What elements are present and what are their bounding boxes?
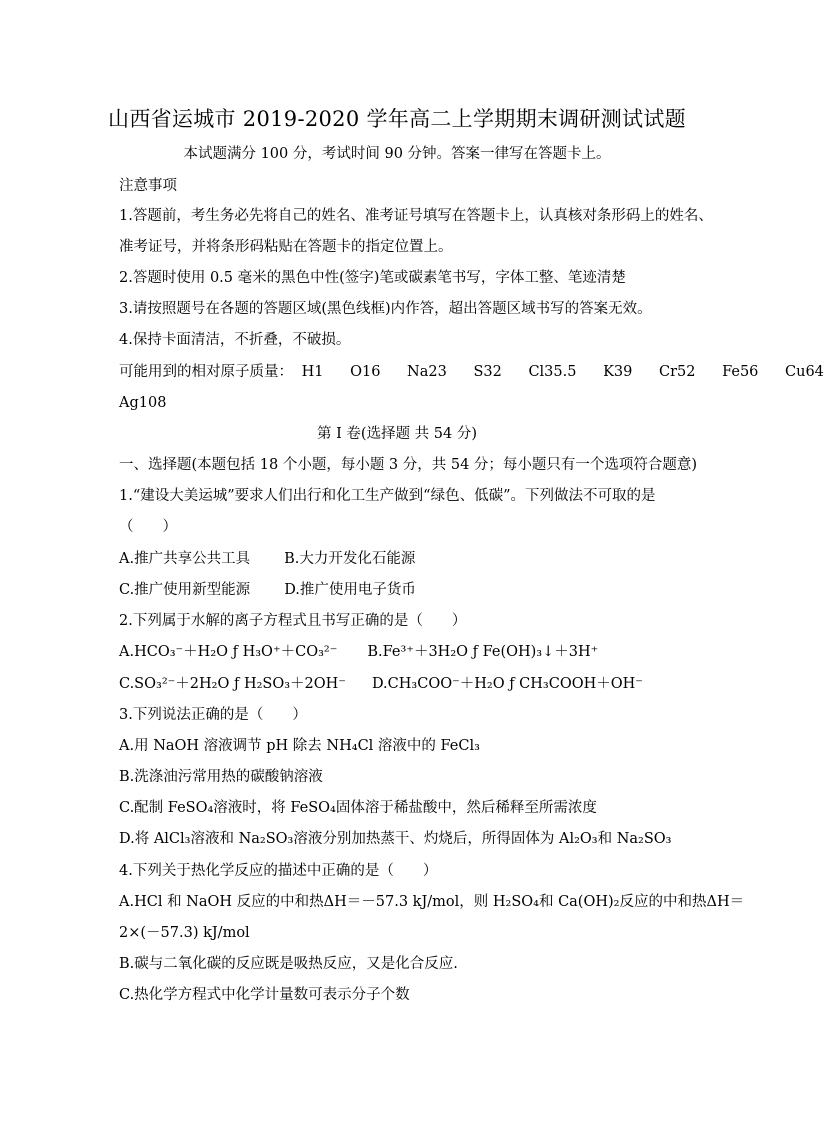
q3-option-b: B.洗涤油污常用热的碳酸钠溶液 [119,769,323,785]
q2-option-a: A.HCO₃⁻＋H₂O ƒ H₃O⁺＋CO₃²⁻ [119,644,338,660]
page-title: 山西省运城市 2019-2020 学年高二上学期期末调研测试试题 [108,107,686,131]
q4-stem: 4.下列关于热化学反应的描述中正确的是（ ） [119,863,438,879]
q4-option-c: C.热化学方程式中化学计量数可表示分子个数 [119,987,410,1003]
q1-option-c: C.推广使用新型能源 [119,582,251,598]
notice-item-1: 1.答题前，考生务必先将自己的姓名、准考证号填写在答题卡上，认真核对条形码上的姓名、 [119,208,713,224]
q3-stem: 3.下列说法正确的是（ ） [119,707,307,723]
atomic-mass-item: Na23 [407,364,447,380]
atomic-mass-item: Fe56 [722,364,759,380]
atomic-mass-item: Cl35.5 [528,364,577,380]
notice-item-3: 3.请按照题号在各题的答题区域(黑色线框)内作答，超出答题区域书写的答案无效。 [119,301,652,317]
q1-options-row-2 [119,580,416,600]
q3-option-a: A.用 NaOH 溶液调节 pH 除去 NH₄Cl 溶液中的 FeCl₃ [119,738,480,754]
part-heading: 一、选择题(本题包括 18 个小题，每小题 3 分，共 54 分；每小题只有一个选项符合题意) [119,457,698,473]
q2-option-c: C.SO₃²⁻＋2H₂O ƒ H₂SO₃＋2OH⁻ [119,676,346,692]
q1-stem: 1.“建设大美运城”要求人们出行和化工生产做到“绿色、低碳”。下列做法不可取的是 [119,488,656,504]
atomic-mass-item: Cr52 [659,364,696,380]
q3-option-c: C.配制 FeSO₄溶液时，将 FeSO₄固体溶于稀盐酸中，然后稀释至所需浓度 [119,800,597,816]
atomic-masses-continuation: Ag108 [119,395,167,411]
notice-heading: 注意事项 [119,178,177,194]
q1-option-a: A.推广共享公共工具 [119,551,251,567]
q4-option-a-line-2: 2×(－57.3) kJ/mol [119,925,250,941]
atomic-mass-item: S32 [473,364,502,380]
q1-options-row-1 [119,549,415,569]
notice-item-1-cont: 准考证号，并将条形码粘贴在答题卡的指定位置上。 [119,239,453,255]
notice-item-4: 4.保持卡面清洁，不折叠，不破损。 [119,332,351,348]
q2-option-d: D.CH₃COO⁻＋H₂O ƒ CH₃COOH＋OH⁻ [371,676,643,692]
atomic-mass-item: O16 [350,364,381,380]
exam-subtitle: 本试题满分 100 分，考试时间 90 分钟。答案一律写在答题卡上。 [183,146,611,162]
q4-option-a-line-1: A.HCl 和 NaOH 反应的中和热ΔH＝－57.3 kJ/mol，则 H₂SO₄和 Ca(OH)₂反应的中和热ΔH＝ [119,894,745,910]
atomic-masses [119,362,824,382]
q2-stem: 2.下列属于水解的离子方程式且书写正确的是（ ） [119,613,467,629]
q3-option-d: D.将 AlCl₃溶液和 Na₂SO₃溶液分别加热蒸干、灼烧后，所得固体为 Al₂O₃和 Na₂SO₃ [119,831,672,847]
atomic-mass-item: H1 [301,364,324,380]
atomic-mass-item: Cu64 [785,364,824,380]
section-title: 第 I 卷(选择题 共 54 分) [316,426,478,442]
q2-options-row-1 [119,642,598,662]
atomic-masses-label: 可能用到的相对原子质量： [119,364,293,380]
q1-blank: （ ） [119,519,177,535]
q1-option-d: D.推广使用电子货币 [284,582,416,598]
q2-option-b: B.Fe³⁺＋3H₂O ƒ Fe(OH)₃↓＋3H⁺ [367,644,599,660]
q1-option-b: B.大力开发化石能源 [284,551,416,567]
atomic-mass-item: K39 [603,364,633,380]
q2-options-row-2 [119,674,643,694]
q4-option-b: B.碳与二氧化碳的反应既是吸热反应，又是化合反应. [119,956,458,972]
notice-item-2: 2.答题时使用 0.5 毫米的黑色中性(签字)笔或碳素笔书写，字体工整、笔迹清楚 [119,270,626,286]
